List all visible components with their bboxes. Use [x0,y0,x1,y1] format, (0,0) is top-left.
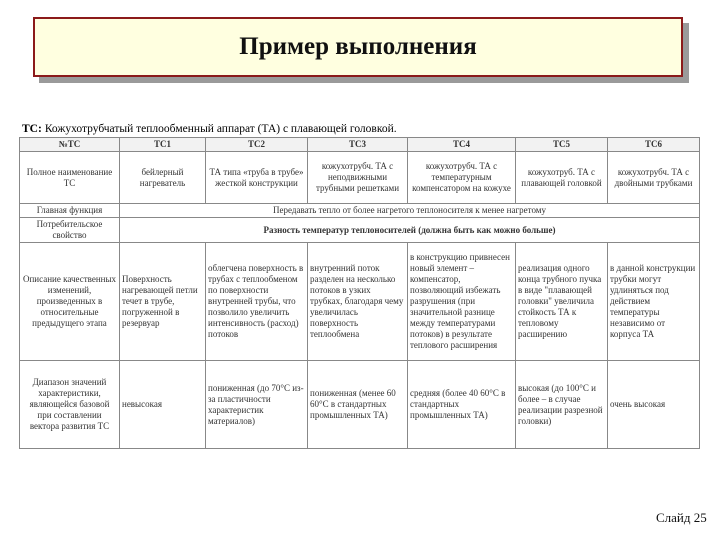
table-row-name [20,152,700,204]
tc-heading [16,120,702,137]
slide-number: Слайд 25 [656,510,707,525]
column-header: ТС4 [408,138,516,152]
table-cell: высокая (до 100°С и более – в случае реализации разрезной головки) [516,361,608,449]
column-header: ТС6 [608,138,700,152]
table-cell: Разность температур теплоносителей (должна быть как можно больше) [120,218,700,243]
tc-text: Кожухотрубчатый теплообменный аппарат (ТА) с плавающей головкой. [44,123,397,135]
table-cell: реализация одного конца трубного пучка в виде "плавающей головки" увеличила стойкость ТА к тепловому расширению [516,243,608,361]
row-label: Главная функция [20,204,120,218]
table-row-range [20,361,700,449]
table-row-main-function [20,204,700,218]
table-cell: средняя (более 40 60°С в стандартных промышленных ТА) [408,361,516,449]
column-header: ТС2 [206,138,308,152]
title-box [33,17,683,77]
table-cell: кожухотруб. ТА с плавающей головкой [516,152,608,204]
column-header: ТС3 [308,138,408,152]
row-label: Описание качественных изменений, произведенных в относительные предыдущего этапа [20,243,120,361]
column-header: №ТС [20,138,120,152]
tc-label: ТС: [22,123,42,135]
table-cell: очень высокая [608,361,700,449]
table-row-description [20,243,700,361]
table-cell: в данной конструкции трубки могут удлиняться под действием температуры независимо от корпуса ТА [608,243,700,361]
column-header: ТС1 [120,138,206,152]
table-cell: пониженная (до 70°С из-за пластичности характеристик материалов) [206,361,308,449]
row-label: Диапазон значений характеристики, являющейся базовой при составлении вектора развития ТС [20,361,120,449]
table-cell: в конструкцию привнесен новый элемент – компенсатор, позволяющий избежать разрушения (при значительной разнице между температурами потоков) в результате теплового расширения [408,243,516,361]
row-label: Потребительское свойство [20,218,120,243]
table-cell: ТА типа «труба в трубе» жесткой конструкции [206,152,308,204]
table-cell: пониженная (менее 60 60°С в стандартных промышленных ТА) [308,361,408,449]
table-cell: бейлерный нагреватель [120,152,206,204]
table-cell: невысокая [120,361,206,449]
table-row-need [20,218,700,243]
document-image [16,120,702,456]
table-cell: кожухотрубч. ТА с неподвижными трубными решетками [308,152,408,204]
table-cell: кожухотрубч. ТА с двойными трубками [608,152,700,204]
column-header: ТС5 [516,138,608,152]
table-cell: Передавать тепло от более нагретого теплоносителя к менее нагретому [120,204,700,218]
table-cell: кожухотрубч. ТА с температурным компенсатором на кожухе [408,152,516,204]
evolution-table [19,137,700,449]
table-cell: внутренний поток разделен на несколько потоков в узких трубках, благодаря чему увеличилась поверхность теплообмена [308,243,408,361]
row-label: Полное наименование ТС [20,152,120,204]
table-cell: облегчена поверхность в трубах с теплообменом по поверхности внутренней трубы, что позволило увеличить интенсивность (расход) потоков [206,243,308,361]
slide-title: Пример выполнения [239,33,477,60]
header-row [20,138,700,152]
table-cell: Поверхность нагревающей петли течет в трубе, погруженной в резервуар [120,243,206,361]
